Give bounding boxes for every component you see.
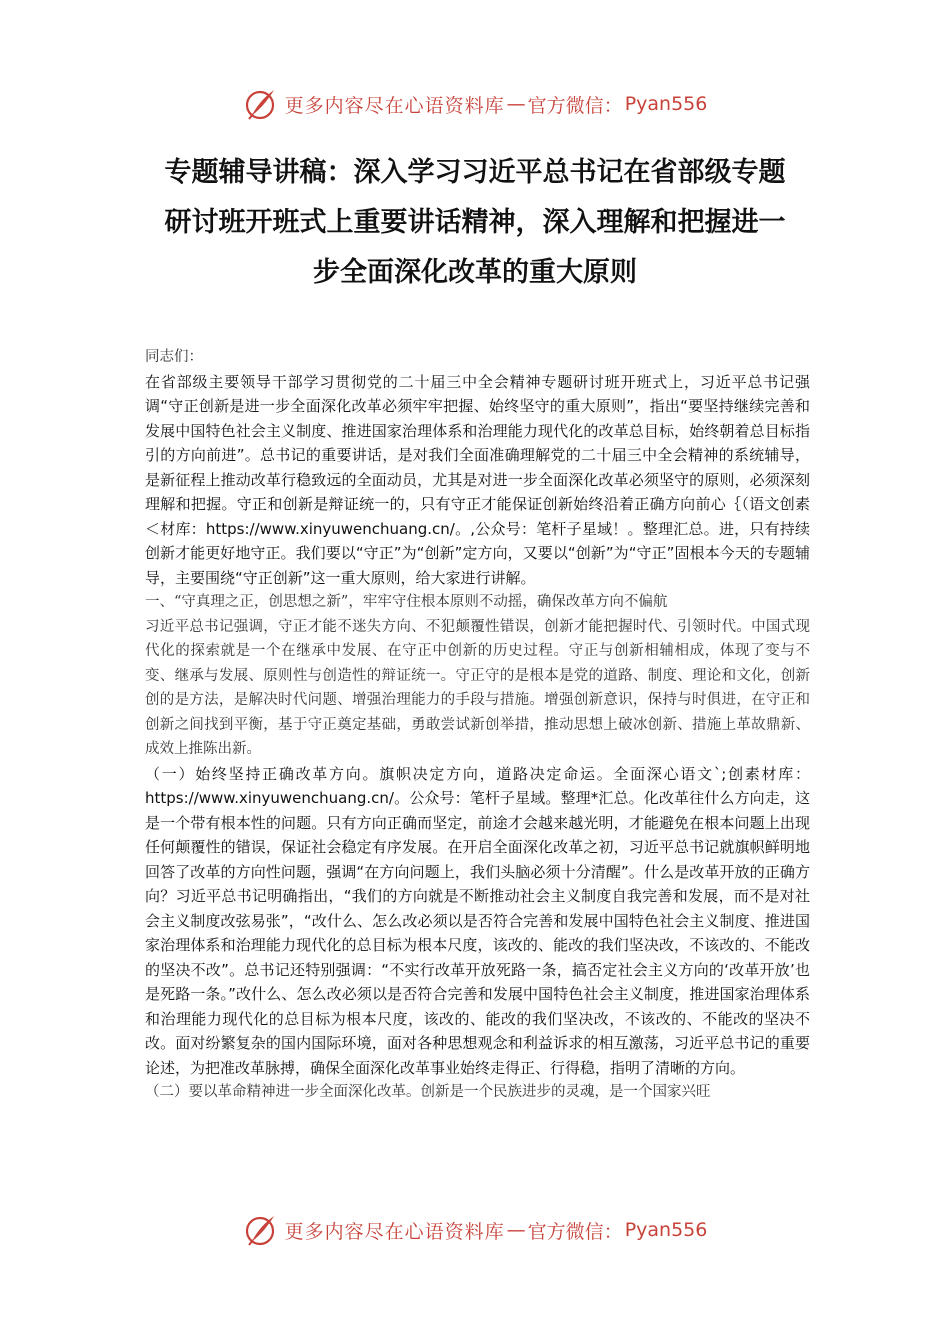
section-heading-1: 一、“守真理之正，创思想之新”，牢牢守住根本原则不动摇，确保改革方向不偏航 [145,594,668,610]
banner-title: 更多内容尽在心语资料库 [284,94,505,117]
title-line-3: 步全面深化改革的重大原则 [313,257,637,288]
title-line-1: 专题辅导讲稿：深入学习习近平总书记在省部级专题 [164,157,786,188]
banner-wechat-id: Pyan556 [624,93,708,115]
document-body [145,345,810,1105]
banner-separator: — [506,93,526,115]
banner-separator: — [506,1219,526,1241]
title-line-2: 研讨班开班式上重要讲话精神，深入理解和把握进一 [164,207,786,238]
banner-wechat-label: 官方微信： [527,1220,623,1243]
salutation: 同志们： [145,349,203,365]
document-title [120,148,830,298]
quill-logo-icon [243,1212,279,1248]
quill-logo-icon [243,86,279,122]
paragraph-subsection-1: （一）始终坚持正确改革方向。旗帜决定方向，道路决定命运。全面深心语文`;创素材库：https://www.xinyuwenchuang.cn/。公众号：笔杆子星域。整理*汇总。化改革往什么方向走，这是一个带有根本性的问题。只有方向正确而坚定，前途才会越来越光明，才能避免在根本问题上出现任何颠覆性的错误，保证社会稳定有序发展。在开启全面深化改革之初，习近平总书记就旗帜鲜明地回答了改革的方向性问题，强调“在方向问题上，我们头脑必须十分清醒”。什么是改革开放的正确方向？习近平总书记明确指出，“我们的方向就是不断推动社会主义制度自我完善和发展，而不是对社会主义制度改弦易张”，“改什么、怎么改必须以是否符合完善和发展中国特色社会主义制度、推进国家治理体系和治理能力现代化的总目标为根本尺度，该改的、能改的我们坚决改，不该改的、不能改的坚决不改”。总书记还特别强调：“不实行改革开放死路一条，搞否定社会主义方向的‘改革开放’也是死路一条。”改什么、怎么改必须以是否符合完善和发展中国特色社会主义制度，推进国家治理体系和治理能力现代化的总目标为根本尺度，该改的、能改的我们坚决改，不该改的、不能改的坚决不改。面对纷繁复杂的国内国际环境，面对各种思想观念和利益诉求的相互激荡，习近平总书记的重要论述，为把准改革脉搏，确保全面深化改革事业始终走得正、行得稳，指明了清晰的方向。 [145,764,810,1077]
paragraph-intro: 在省部级主要领导干部学习贯彻党的二十届三中全会精神专题研讨班开班式上，习近平总书记强调“守正创新是进一步全面深化改革必须牢牢把握、始终坚守的重大原则”，指出“要坚持继续完善和发展中国特色社会主义制度、推进国家治理体系和治理能力现代化的改革总目标，始终朝着总目标指引的方向前进”。总书记的重要讲话，是对我们全面准确理解党的二十届三中全会精神的系统辅导，是新征程上推动改革行稳致远的全面动员，尤其是对进一步全面深化改革必须坚守的原则，必须深刻理解和把握。守正和创新是辩证统一的，只有守正才能保证创新始终沿着正确方向前心｛（语文创素＜材库：https://www.xinyuwenchuang.cn/。,公众号：笔杆子星域！。整理汇总。进，只有持续创新才能更好地守正。我们要以“守正”为“创新”定方向，又要以“创新”为“守正”固根本今天的专题辅导，主要围绕“守正创新”这一重大原则，给大家进行讲解。 [145,372,810,587]
footer-banner [0,1210,950,1250]
paragraph-section-1: 习近平总书记强调，守正才能不迷失方向、不犯颠覆性错误，创新才能把握时代、引领时代。中国式现代化的探索就是一个在继承中发展、在守正中创新的历史过程。守正与创新相辅相成，体现了变与不变、继承与发展、原则性与创造性的辩证统一。守正守的是根本是党的道路、制度、理论和文化，创新创的是方法，是解决时代问题、增强治理能力的手段与措施。增强创新意识，保持与时俱进，在守正和创新之间找到平衡，基于守正奠定基础，勇敢尝试新创举措，推动思想上破冰创新、措施上革故鼎新、成效上推陈出新。 [145,618,810,757]
banner-wechat-label: 官方微信： [527,94,623,117]
header-banner [0,84,950,124]
banner-title: 更多内容尽在心语资料库 [284,1220,505,1243]
banner-wechat-id: Pyan556 [624,1219,708,1241]
paragraph-subsection-2: （二）要以革命精神进一步全面深化改革。创新是一个民族进步的灵魂，是一个国家兴旺 [145,1084,711,1100]
